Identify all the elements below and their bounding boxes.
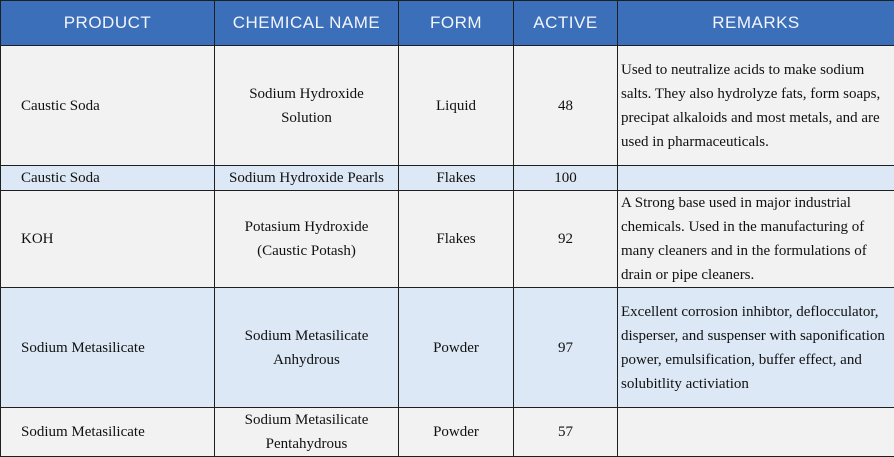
table-row <box>1 191 894 288</box>
cell-remarks: Used to neutralize acids to make sodium salts. They also hydrolyze fats, form soaps, precipat alkaloids and most metals, and are used in pharmaceuticals. <box>618 46 894 166</box>
table-row <box>1 288 894 408</box>
table-row <box>1 408 894 457</box>
header-product: PRODUCT <box>1 1 215 46</box>
cell-form: Flakes <box>399 166 514 191</box>
cell-remarks <box>618 408 894 457</box>
cell-form: Powder <box>399 408 514 457</box>
header-chemical-name: CHEMICAL NAME <box>215 1 399 46</box>
cell-form: Powder <box>399 288 514 408</box>
cell-active: 100 <box>514 166 618 191</box>
cell-active: 97 <box>514 288 618 408</box>
cell-form: Flakes <box>399 191 514 288</box>
cell-product: KOH <box>1 191 215 288</box>
cell-remarks: A Strong base used in major industrial chemicals. Used in the manufacturing of many cleaners and in the formulations of drain or pipe cleaners. <box>618 191 894 288</box>
cell-active: 48 <box>514 46 618 166</box>
table-row <box>1 166 894 191</box>
header-form: FORM <box>399 1 514 46</box>
header-row <box>1 1 894 46</box>
cell-form: Liquid <box>399 46 514 166</box>
cell-product: Caustic Soda <box>1 166 215 191</box>
cell-chemical-name: Sodium Metasilicate Anhydrous <box>215 288 399 408</box>
header-active: ACTIVE <box>514 1 618 46</box>
cell-product: Sodium Metasilicate <box>1 408 215 457</box>
cell-chemical-name: Sodium Metasilicate Pentahydrous <box>215 408 399 457</box>
cell-chemical-name: Sodium Hydroxide Solution <box>215 46 399 166</box>
cell-product: Sodium Metasilicate <box>1 288 215 408</box>
header-remarks: REMARKS <box>618 1 894 46</box>
cell-chemical-name: Sodium Hydroxide Pearls <box>215 166 399 191</box>
table-row <box>1 46 894 166</box>
cell-active: 57 <box>514 408 618 457</box>
cell-remarks: Excellent corrosion inhibtor, deflocculator, disperser, and suspenser with saponification power, emulsification, buffer effect, and solubitlity activiation <box>618 288 894 408</box>
cell-chemical-name: Potasium Hydroxide (Caustic Potash) <box>215 191 399 288</box>
cell-active: 92 <box>514 191 618 288</box>
cell-product: Caustic Soda <box>1 46 215 166</box>
cell-remarks <box>618 166 894 191</box>
